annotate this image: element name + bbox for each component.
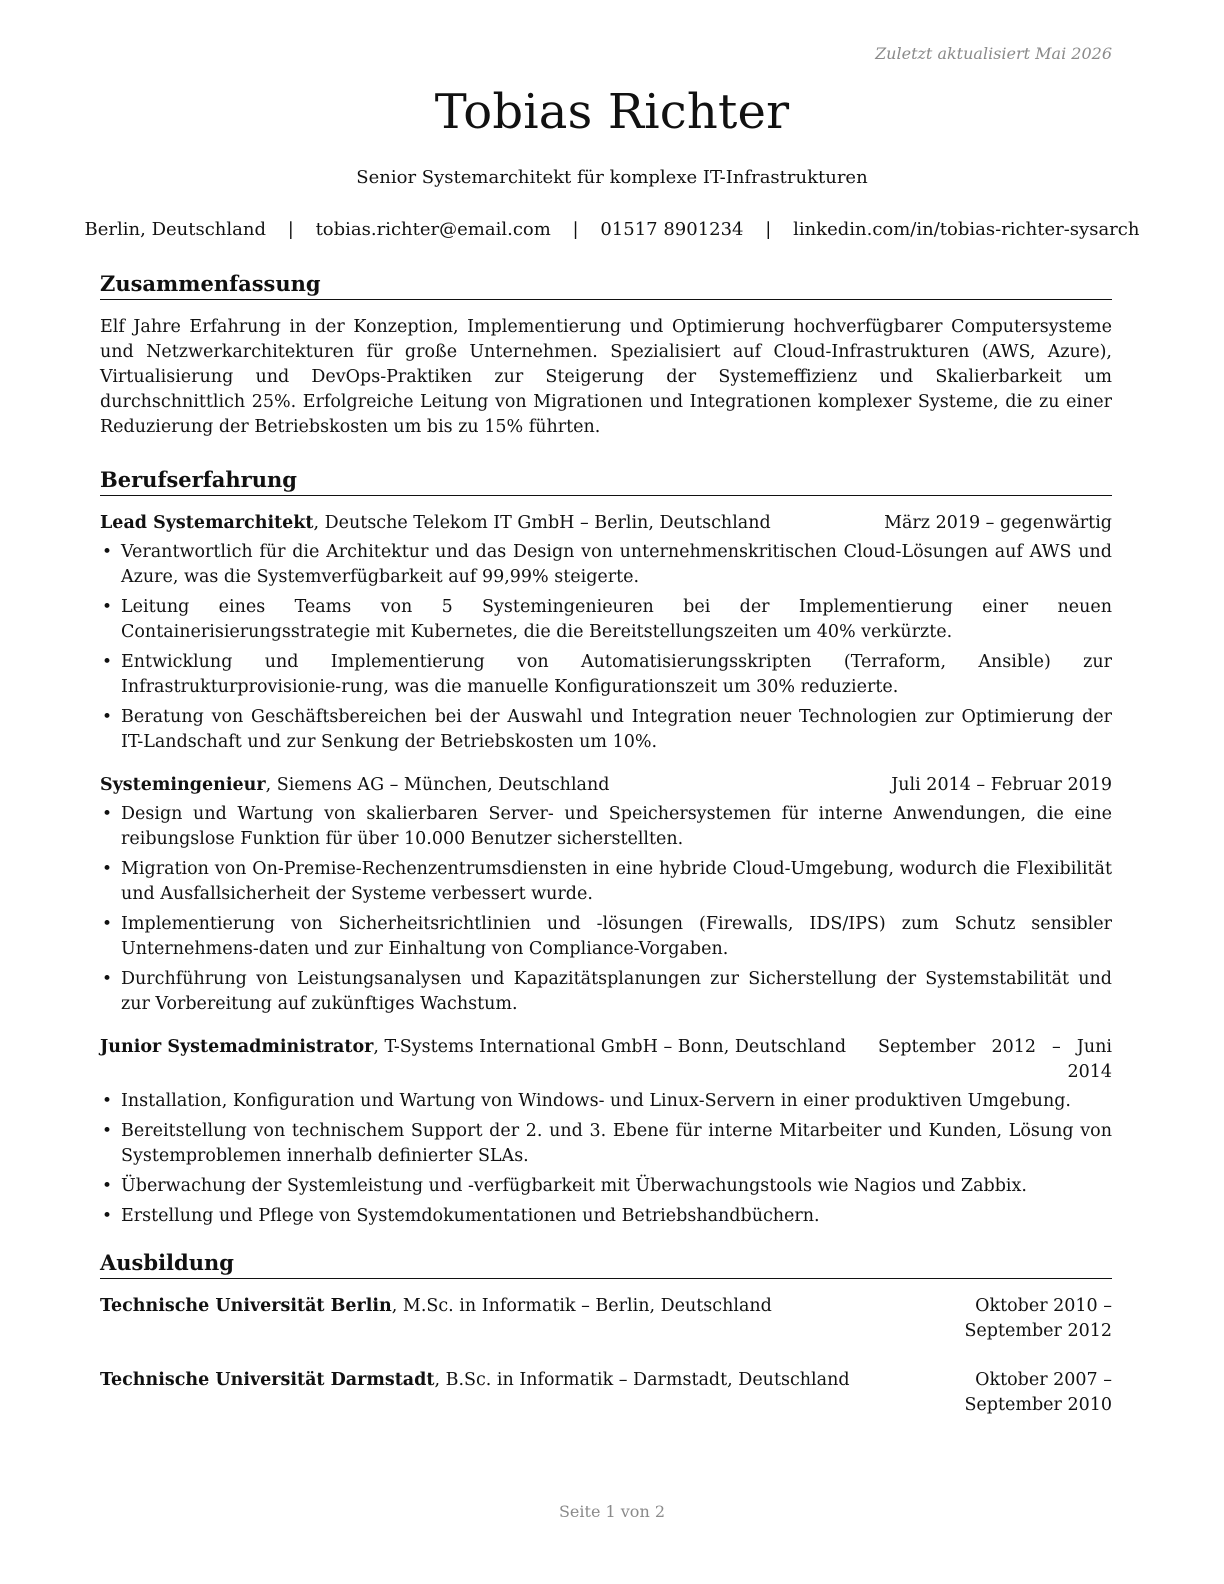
bullet-text: Bereitstellung von technischem Support der 2. und 3. Ebene für interne Mitarbeiter und Kunden, Lösung von Systemproblemen innerhalb definierter SLAs. xyxy=(121,1121,1112,1166)
education-entry xyxy=(100,1294,1112,1344)
bullet-item xyxy=(100,650,1112,700)
education-school: Technische Universität Darmstadt xyxy=(100,1370,435,1390)
job-role: Junior Systemadministrator xyxy=(100,1037,374,1057)
job-role-line xyxy=(100,773,891,798)
education-entry xyxy=(100,1368,1112,1418)
bullet-text: Implementierung von Sicherheitsrichtlinien und -lösungen (Firewalls, IDS/IPS) zum Schutz sensibler Unternehmens-daten und zur Einhaltung von Compliance-Vorgaben. xyxy=(121,914,1112,959)
education-line xyxy=(100,1368,850,1418)
bullet-icon: • xyxy=(102,597,113,617)
bullet-icon: • xyxy=(102,1176,113,1196)
education-detail: , M.Sc. in Informatik – Berlin, Deutschland xyxy=(391,1296,772,1316)
bullet-text: Entwicklung und Implementierung von Automatisierungsskripten (Terraform, Ansible) zur Infrastrukturprovisionie-rung, was die manuelle Konfigurationszeit um 30% reduzierte. xyxy=(121,652,1112,697)
bullet-item xyxy=(100,1119,1112,1169)
page-number: Seite 1 von 2 xyxy=(558,1502,666,1521)
contact-separator: | xyxy=(287,219,294,240)
candidate-name: Tobias Richter xyxy=(434,84,790,140)
bullet-item xyxy=(100,1204,1112,1229)
bullet-text: Design und Wartung von skalierbaren Server- und Speichersystemen für interne Anwendungen, die eine reibungslose Funktion für über 10.000 Benutzer sicherstellten. xyxy=(121,804,1112,849)
bullet-item xyxy=(100,540,1112,590)
resume-content xyxy=(100,270,1112,1442)
bullet-item xyxy=(100,1089,1112,1114)
job-role-line xyxy=(100,511,884,536)
job-dates: September 2012 – Juni 2014 xyxy=(878,1037,1112,1082)
education-dates: Oktober 2010 – September 2012 xyxy=(964,1296,1112,1341)
job-org: , T-Systems International GmbH – Bonn, Deutschland xyxy=(373,1037,847,1057)
bullet-text: Überwachung der Systemleistung und -verfügbarkeit mit Überwachungstools wie Nagios und Zabbix. xyxy=(121,1176,1027,1196)
job-bullets xyxy=(100,540,1112,755)
bullet-icon: • xyxy=(102,1206,113,1226)
contact-email[interactable]: tobias.richter@email.com xyxy=(315,219,551,240)
bullet-item xyxy=(100,857,1112,907)
job-bullets xyxy=(100,802,1112,1017)
job-dates: Juli 2014 – Februar 2019 xyxy=(891,775,1112,795)
bullet-item xyxy=(100,705,1112,755)
bullet-text: Migration von On-Premise-Rechenzentrumsdiensten in eine hybride Cloud-Umgebung, wodurch die Flexibilität und Ausfallsicherheit der Systeme verbessert wurde. xyxy=(121,859,1112,904)
education-school: Technische Universität Berlin xyxy=(100,1296,392,1316)
bullet-item xyxy=(100,967,1112,1017)
bullet-text: Durchführung von Leistungsanalysen und Kapazitätsplanungen zur Sicherstellung der Systemstabilität und zur Vorbereitung auf zukünftiges Wachstum. xyxy=(121,969,1112,1014)
bullet-icon: • xyxy=(102,969,113,989)
bullet-icon: • xyxy=(102,542,113,562)
contact-phone[interactable]: 01517 8901234 xyxy=(600,219,744,240)
section-title-summary: Zusammenfassung xyxy=(100,270,1112,300)
contact-location: Berlin, Deutschland xyxy=(84,219,267,240)
bullet-text: Erstellung und Pflege von Systemdokumentationen und Betriebshandbüchern. xyxy=(121,1206,820,1226)
contact-line xyxy=(0,219,1224,240)
job-entry xyxy=(100,1035,1112,1229)
bullet-text: Installation, Konfiguration und Wartung von Windows- und Linux-Servern in einer produktiven Umgebung. xyxy=(121,1091,1071,1111)
bullet-icon: • xyxy=(102,652,113,672)
bullet-item xyxy=(100,595,1112,645)
job-org: , Siemens AG – München, Deutschland xyxy=(265,775,610,795)
contact-separator: | xyxy=(572,219,579,240)
education-detail: , B.Sc. in Informatik – Darmstadt, Deutschland xyxy=(434,1370,850,1390)
job-role: Systemingenieur xyxy=(100,775,266,795)
bullet-text: Leitung eines Teams von 5 Systemingenieuren bei der Implementierung einer neuen Containerisierungsstrategie mit Kubernetes, die die Bereitstellungszeiten um 40% verkürzte. xyxy=(121,597,1112,642)
job-entry xyxy=(100,773,1112,1017)
bullet-icon: • xyxy=(102,1121,113,1141)
bullet-item xyxy=(100,912,1112,962)
bullet-text: Verantwortlich für die Architektur und das Design von unternehmenskritischen Cloud-Lösungen auf AWS und Azure, was die Systemverfügbarkeit auf 99,99% steigerte. xyxy=(121,542,1112,587)
education-line xyxy=(100,1294,772,1344)
job-dates: März 2019 – gegenwärtig xyxy=(884,513,1112,533)
job-header xyxy=(100,511,1112,536)
bullet-item xyxy=(100,802,1112,852)
bullet-text: Beratung von Geschäftsbereichen bei der Auswahl und Integration neuer Technologien zur Optimierung der IT-Landschaft und zur Senkung der Betriebskosten um 10%. xyxy=(121,707,1112,752)
job-header xyxy=(100,773,1112,798)
summary-text: Elf Jahre Erfahrung in der Konzeption, Implementierung und Optimierung hochverfügbarer Computersysteme und Netzwerkarchitekturen für große Unternehmen. Spezialisiert auf Cloud-Infrastrukturen (AWS, Azure), Virtualisierung und DevOps-Praktiken zur Steigerung der Systemeffizienz und Skalierbarkeit um durchschnittlich 25%. Erfolgreiche Leitung von Migrationen und Integrationen komplexer Systeme, die zu einer Reduzierung der Betriebskosten um bis zu 15% führten. xyxy=(100,317,1112,437)
job-role: Lead Systemarchitekt xyxy=(100,513,314,533)
summary-section xyxy=(100,270,1112,440)
bullet-icon: • xyxy=(102,859,113,879)
candidate-headline: Senior Systemarchitekt für komplexe IT-Infrastrukturen xyxy=(356,167,868,188)
bullet-icon: • xyxy=(102,707,113,727)
job-role-line xyxy=(100,1035,878,1085)
education-section xyxy=(100,1249,1112,1418)
bullet-icon: • xyxy=(102,1091,113,1111)
contact-linkedin[interactable]: linkedin.com/in/tobias-richter-sysarch xyxy=(793,219,1140,240)
experience-section xyxy=(100,466,1112,1229)
contact-separator: | xyxy=(765,219,772,240)
job-entry xyxy=(100,511,1112,755)
education-dates: Oktober 2007 – September 2010 xyxy=(964,1370,1112,1415)
job-bullets xyxy=(100,1089,1112,1229)
bullet-icon: • xyxy=(102,804,113,824)
last-updated: Zuletzt aktualisiert Mai 2026 xyxy=(875,44,1112,63)
section-title-education: Ausbildung xyxy=(100,1249,1112,1279)
bullet-icon: • xyxy=(102,914,113,934)
bullet-item xyxy=(100,1174,1112,1199)
job-org: , Deutsche Telekom IT GmbH – Berlin, Deutschland xyxy=(313,513,771,533)
job-header xyxy=(100,1035,1112,1085)
section-title-experience: Berufserfahrung xyxy=(100,466,1112,496)
